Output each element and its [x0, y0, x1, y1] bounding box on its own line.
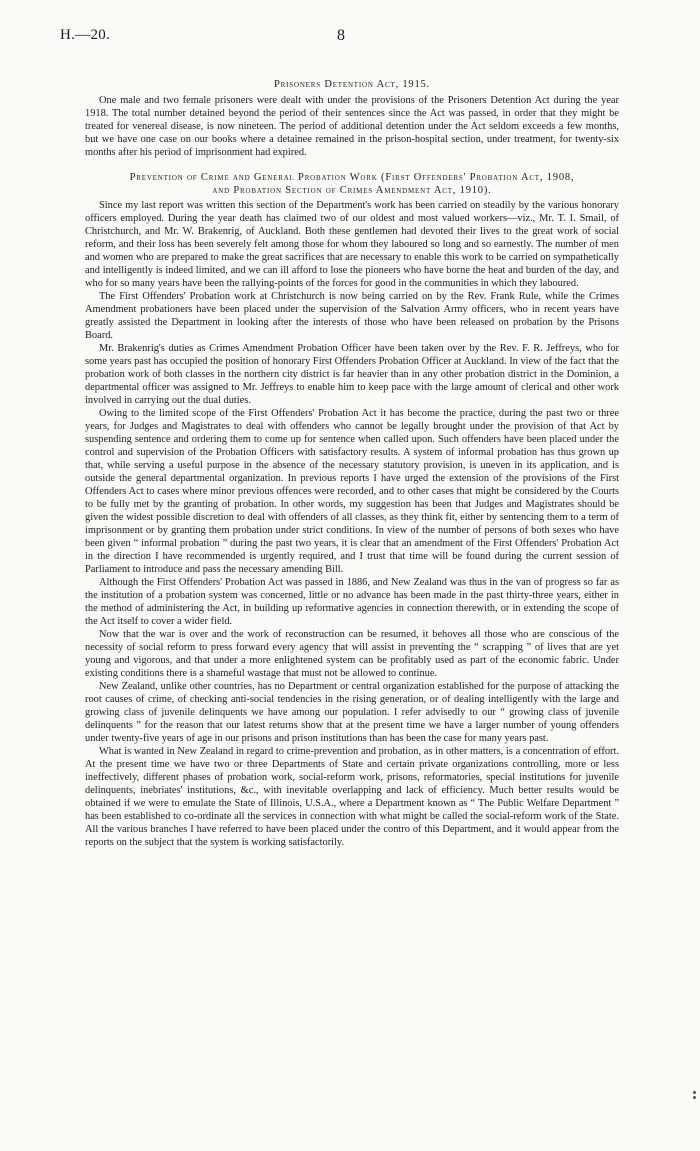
page-edge-mark: [693, 1091, 697, 1101]
report-reference: H.—20.: [60, 27, 111, 43]
edge-dot: [693, 1091, 696, 1094]
paragraph: Since my last report was written this section of the Department's work has been carried on steadily by the various honorary officers employed. During the year death has claimed two of our oldest and most valued workers—viz., Mr. T. I. Smail, of Christchurch, and Mr. W. Brakenrig, of Auckland. Both these gentlemen had devoted their lives to the great work of social reform, and their loss has been severely felt among those for whom they laboured so long and so earnestly. The number of men and women who are prepared to make the great sacrifices that are necessary to enable this work to be carried on sympathetically and intelligently is indeed limited, and we can ill afford to lose the pioneers who have borne the heat and burden of the day, and who for so many years have been the rallying-points of the forces for good in the communities in which they laboured.: [85, 200, 619, 289]
page-header: [60, 27, 640, 51]
paragraph: New Zealand, unlike other countries, has no Department or central organization established for the purpose of attacking the root causes of crime, of checking anti-social tendencies in the rising generation, or of dealing intelligently with the large and growing class of juvenile delinquents we have among our population. I refer advisedly to our “ growing class of juvenile delinquents ” for the reason that our latest returns show that at the present time we have a larger number of young offenders under twenty-five years of age in our prisons and prison institutions than has been the case for many years past.: [85, 681, 619, 744]
paragraph: What is wanted in New Zealand in regard to crime-prevention and probation, as in other matters, is a concentration of effort. At the present time we have two or three Departments of State and certain private organizations controlling, more or less ineffectively, different phases of probation work, social-reform work, prisons, reformatories, special institutions for juvenile delinquents, inebriates' institutions, &c., with inevitable overlapping and lack of efficiency. Much better results would be obtained if we were to emulate the State of Illinois, U.S.A., where a Department known as “ The Public Welfare Department ” has been established to co-ordinate all the services in connection with what might be called the social-reform work of the State. All the various branches I have referred to have been placed under the contro of this Department, and it would appear from the reports on the subject that the system is working satisfactorily.: [85, 746, 619, 848]
section-title-line: Prevention of Crime and General Probation Work (First Offenders' Probation Act, 1908,: [129, 172, 575, 183]
paragraph: Owing to the limited scope of the First Offenders' Probation Act it has become the practice, during the past two or three years, for Judges and Magistrates to deal with offenders who cannot be legally brought under the provision of that Act by suspending sentence and ordering them to come up for sentence when called upon. Such offenders have been placed under the control and supervision of the Probation Officers with satisfactory results. A system of informal probation has thus grown up that, while serving a useful purpose in the absence of the necessary statutory provision, is uneven in its application, and is outside the general departmental organization. In previous reports I have urged the extension of the provisions of the First Offenders Act to cases where minor previous offences were recorded, and to other cases that might be considered by the Courts to be fully met by the granting of probation. In other words, my suggestion has been that Judges and Magistrates should be given the widest possible discretion to deal with offenders of all classes, as they think fit, either by sentencing them to a term of imprisonment or by granting them probation under strict conditions. In view of the number of persons of both sexes who have been given “ informal probation ” during the past two years, it is clear that an amendment of the First Offenders' Probation Act in the direction I have recommended is urgently required, and I trust that time will be found during the current session of Parliament to introduce and pass the necessary amending Bill.: [85, 408, 619, 575]
page-number: 8: [337, 27, 345, 44]
section-title-prevention-of-crime: [85, 171, 619, 197]
paragraph: Now that the war is over and the work of reconstruction can be resumed, it behoves all those who are conscious of the necessity of social reform to press forward every agency that will assist in preventing the “ scrapping ” of lives that are yet young and vigorous, and that under a more enlightened system can be profitably used as part of the economic fabric. Under existing conditions there is a shameful wastage that must not be allowed to continue.: [85, 629, 619, 679]
section-title-prisoners-detention: Prisoners Detention Act, 1915.: [274, 79, 430, 90]
document-body: [85, 78, 619, 849]
paragraph: Although the First Offenders' Probation Act was passed in 1886, and New Zealand was thus in the van of progress so far as the institution of a probation system was concerned, little or no advance has been made in the past thirty-three years, either in the method of administering the Act, in building up reformative agencies in connection therewith, or in extending the scope of the Act itself to cover a wider field.: [85, 577, 619, 627]
paragraph: One male and two female prisoners were dealt with under the provisions of the Prisoners Detention Act during the year 1918. The total number detained beyond the period of their sentences since the Act was passed, in order that they might be treated for venereal disease, is now nineteen. The period of additional detention under the Act seldom exceeds a few months, but we have one case on our books where a detainee remained in the prison-hospital section, under treatment, for twenty-six months after his period of imprisonment had expired.: [85, 95, 619, 158]
paragraph: Mr. Brakenrig's duties as Crimes Amendment Probation Officer have been taken over by the Rev. F. R. Jeffreys, who for some years past has occupied the position of honorary First Offenders Probation Officer at Auckland. In view of the fact that the probation work of both classes in the northern city district is far heavier than in any other probation district in the Dominion, a departmental officer was assigned to Mr. Jeffreys to enable him to keep pace with the large amount of clerical and other work involved in carrying out the dual duties.: [85, 343, 619, 406]
paragraph: The First Offenders' Probation work at Christchurch is now being carried on by the Rev. Frank Rule, while the Crimes Amendment probationers have been placed under the supervision of the Salvation Army officers, who in recent years have greatly assisted the Department in looking after the interests of those who have been released on probation by the Prisons Board.: [85, 291, 619, 341]
edge-dot: [693, 1096, 696, 1099]
section-title-line: and Probation Section of Crimes Amendment Act, 1910).: [212, 185, 492, 196]
